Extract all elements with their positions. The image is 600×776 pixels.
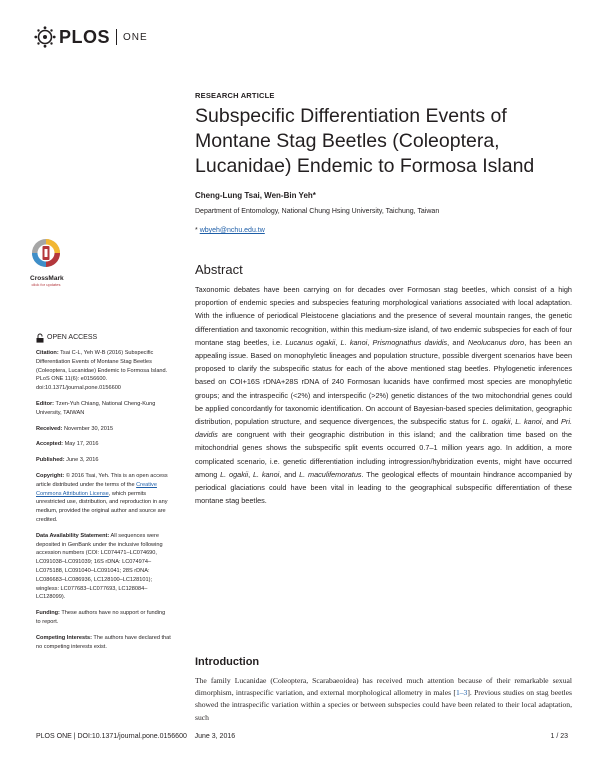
article-authors: Cheng-Lung Tsai, Wen-Bin Yeh* [195, 191, 316, 200]
funding-text: These authors have no support or funding to report. [36, 610, 166, 625]
accepted-text: May 17, 2016 [63, 441, 99, 448]
page-footer [36, 733, 568, 740]
article-title: Subspecific Differentiation Events of Montane Stag Beetles (Coleoptera, Lucanidae) Endemic to Formosa Island [195, 105, 535, 177]
species-name: kanoi [349, 337, 368, 347]
competing-interests-label: Competing Interests: [36, 634, 92, 641]
species-name: L. ogakii [482, 417, 511, 427]
abstract-part: , and [541, 417, 562, 427]
abstract-part: are congruent with their geographic distribution in this island; and the calibration time based on the mitochondrial genes shows the subspecific split events occurred 0.7–1 million years ago. In addition, a more complicated scenario, i.e. genetic differentiation including introgression/hybridization events, might have occurred among [195, 430, 572, 479]
species-name: Prismognathus davidis [372, 337, 448, 347]
abstract-body [195, 283, 572, 507]
corresponding-email-line [195, 227, 265, 234]
abstract-part: , [367, 337, 373, 347]
plos-logo-icon [34, 26, 56, 48]
abstract-part: , and [279, 469, 300, 479]
data-availability-label: Data Availability Statement: [36, 532, 110, 539]
open-access-badge [36, 333, 171, 343]
funding-block [36, 609, 171, 627]
abstract-part: , and [447, 337, 468, 347]
species-name: L. kanoi [515, 417, 542, 427]
email-asterisk: * [195, 227, 198, 234]
copyright-text: © 2016 Tsai, Yeh. This is an open access article distributed under the terms of the [36, 472, 168, 488]
logo-one-text: ONE [123, 31, 148, 43]
species-name: Lucanus ogakii [285, 337, 336, 347]
intro-part: The family Lucanidae (Coleoptera, Scarabaeoidea) has received much attention because of their remarkable sexual dimorphism, intraspecific variation, and external morphological allometry in males [ [195, 676, 572, 698]
received-block [36, 425, 171, 434]
accepted-label: Accepted: [36, 441, 64, 448]
received-label: Received: [36, 425, 63, 432]
reference-link[interactable]: 1–3 [455, 688, 468, 698]
copyright-text: , which permits unrestricted use, distribution, and reproduction in any medium, provided the original author and source are credited. [36, 490, 168, 523]
competing-interests-text: The authors have declared that no competing interests exist. [36, 634, 171, 650]
article-type-label: RESEARCH ARTICLE [195, 91, 275, 100]
abstract-part: , [248, 469, 253, 479]
published-block [36, 456, 171, 465]
abstract-part: Taxonomic debates have been carrying on for decades over Formosan stag beetles, which consist of a high proportion of endemic species and subspecies featuring morphological variations associated with local adaptation. With the influence of periodical Pleistocene glaciations and the presence of several mountain ranges, the genetic differentiation and taxonomic recognition, within this medium-size island, of two endemic subspecies for each of four montane stag beetles, i.e. [195, 285, 572, 347]
abstract-part: . The geological effects of mountain hindrance accompanied by periodical glaciations could have been vital in leading to the geographical subspecific differentiation of these montane stag beetles. [195, 469, 572, 506]
species-name: Neolucanus doro [467, 337, 525, 347]
open-lock-icon [36, 333, 44, 343]
crossmark-icon [31, 238, 61, 268]
abstract-part: , [510, 417, 516, 427]
abstract-part: , has been an appealing issue. Based on monophyletic lineages and population structure, possible divergent scenarios have been proposed to clarify the subspecific status for each of the above mentioned stag beetles. Phylogenetic inferences based on COI+16S rDNA+28S rDNA of 240 Formosan lucanids have confirmed most species are monophyletic groups; and the intraspecific (<2%) and interspecific (>2%) genetic distances of the two mitochondrial genes could be applied concordantly for taxonomic identification. On account of Bayesian-based species delimitation, geographic distribution, population structure, and sequence divergences, the subspecific status for [195, 337, 572, 427]
crossmark-badge[interactable] [30, 238, 62, 287]
funding-label: Funding: [36, 610, 60, 617]
species-name: L. [340, 337, 347, 347]
introduction-body [195, 675, 572, 724]
logo-separator [116, 29, 117, 45]
accepted-block [36, 440, 171, 449]
competing-interests-block [36, 634, 171, 652]
abstract-part: , [335, 337, 341, 347]
published-text: June 3, 2016 [64, 457, 99, 464]
article-affiliation: Department of Entomology, National Chung Hsing University, Taichung, Taiwan [195, 208, 440, 215]
open-access-label: OPEN ACCESS [47, 333, 98, 341]
species-name: Pri. davidis [195, 417, 572, 440]
introduction-heading: Introduction [195, 656, 260, 668]
logo-plos-text: PLOS [59, 26, 111, 47]
copyright-label: Copyright: [36, 472, 65, 479]
crossmark-sub: click for updates [31, 282, 61, 287]
species-name: L. maculifemoratus [299, 469, 362, 479]
species-name: L. kanoi [252, 469, 280, 479]
data-availability-text: All sequences were deposited in GenBank under the inclusive following accession numbers (COI: LC074471–LC074690, LC091038–LC091039; 16S rDNA: LC074974–LC075188, LC091040–LC091041; 28S rDNA: LC086683–LC086936, LC128100–LC128101); wingless: LC077683–LC077693, LC128084–LC128099). [36, 532, 163, 601]
citation-block [36, 349, 171, 393]
editor-label: Editor: [36, 400, 55, 407]
intro-part: ]. Previous studies on stag beetles showed the intraspecific variation within a species or between subspecies could have been related to their local adaptation, such [195, 688, 572, 722]
editor-text: Tzen-Yuh Chiang, National Cheng-Kung University, TAIWAN [36, 400, 156, 416]
editor-block [36, 400, 171, 418]
footer-journal-info: PLOS ONE | DOI:10.1371/journal.pone.0156600 June 3, 2016 [36, 733, 236, 740]
species-name: L. ogakii [220, 469, 249, 479]
plos-one-logo[interactable] [34, 26, 148, 48]
published-label: Published: [36, 457, 65, 464]
citation-text: Tsai C-L, Yeh W-B (2016) Subspecific Differentiation Events of Montane Stag Beetles (Coleoptera, Lucanidae) Endemic to Formosa Island. PLoS ONE 11(6): e0156600. doi:10.1371/journal.pone.0156600 [36, 350, 168, 392]
received-text: November 30, 2015 [62, 425, 114, 432]
citation-label: Citation: [36, 350, 59, 356]
abstract-heading: Abstract [195, 262, 243, 277]
page-number: 1 / 23 [550, 733, 568, 740]
license-link[interactable]: Creative Commons Attribution License [36, 481, 157, 497]
article-sidebar [36, 333, 171, 658]
corresponding-email-link[interactable]: wbyeh@nchu.edu.tw [199, 227, 265, 234]
crossmark-label: CrossMark [30, 275, 64, 282]
copyright-block [36, 472, 171, 525]
data-availability-block [36, 532, 171, 602]
